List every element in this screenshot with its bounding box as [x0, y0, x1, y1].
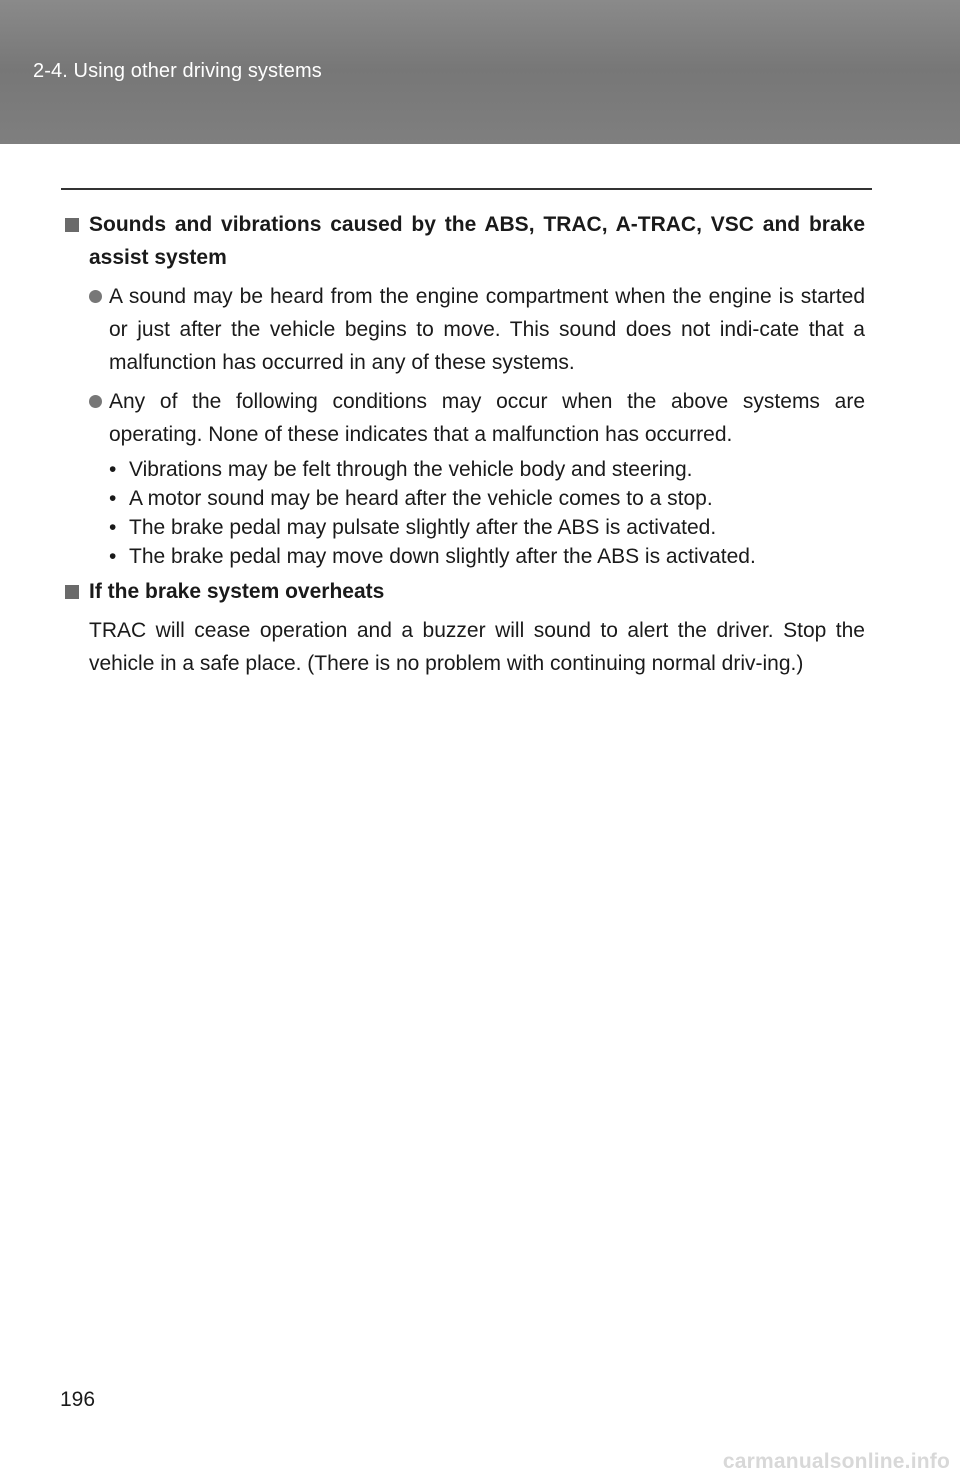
divider-rule [61, 188, 872, 190]
list-item-text: The brake pedal may move down slightly after the ABS is activated. [129, 545, 756, 568]
dot-bullet-icon: • [109, 545, 117, 568]
bullet-text: A sound may be heard from the engine compartment when the engine is started or just after the vehicle begins to move. This sound does not indi-cate that a malfunction has occurred in any of these systems. [109, 285, 865, 374]
section-heading-text: Sounds and vibrations caused by the ABS, TRAC, A-TRAC, VSC and brake assist system [89, 213, 865, 269]
list-item-text: Vibrations may be felt through the vehicle body and steering. [129, 458, 693, 481]
dot-bullet-icon: • [109, 458, 117, 481]
section-paragraph: TRAC will cease operation and a buzzer will sound to alert the driver. Stop the vehicle in a safe place. (There is no problem with continuing normal driv-ing.) [89, 619, 865, 675]
square-bullet-icon [65, 218, 79, 232]
section-heading-overheat [65, 575, 865, 608]
section-title: 2-4. Using other driving systems [33, 60, 322, 82]
sub-list [65, 455, 865, 571]
list-item-text: The brake pedal may pulsate slightly after the ABS is activated. [129, 516, 717, 539]
page-number: 196 [60, 1388, 96, 1411]
dot-bullet-icon: • [109, 487, 117, 510]
bullet-text: Any of the following conditions may occur when the above systems are operating. None of these indicates that a malfunction has occurred. [109, 390, 865, 446]
content-body [65, 208, 865, 680]
circle-bullet-icon [89, 395, 102, 408]
section-heading-text: If the brake system overheats [89, 580, 385, 603]
list-item [109, 455, 865, 484]
bullet-item [65, 385, 865, 451]
list-item [109, 542, 865, 571]
list-item [109, 484, 865, 513]
list-item [109, 513, 865, 542]
header-band [0, 0, 960, 144]
circle-bullet-icon [89, 290, 102, 303]
dot-bullet-icon: • [109, 516, 117, 539]
square-bullet-icon [65, 585, 79, 599]
list-item-text: A motor sound may be heard after the vehicle comes to a stop. [129, 487, 713, 510]
watermark-text: carmanualsonline.info [722, 1450, 950, 1473]
section-heading-sounds [65, 208, 865, 274]
bullet-item [65, 280, 865, 379]
